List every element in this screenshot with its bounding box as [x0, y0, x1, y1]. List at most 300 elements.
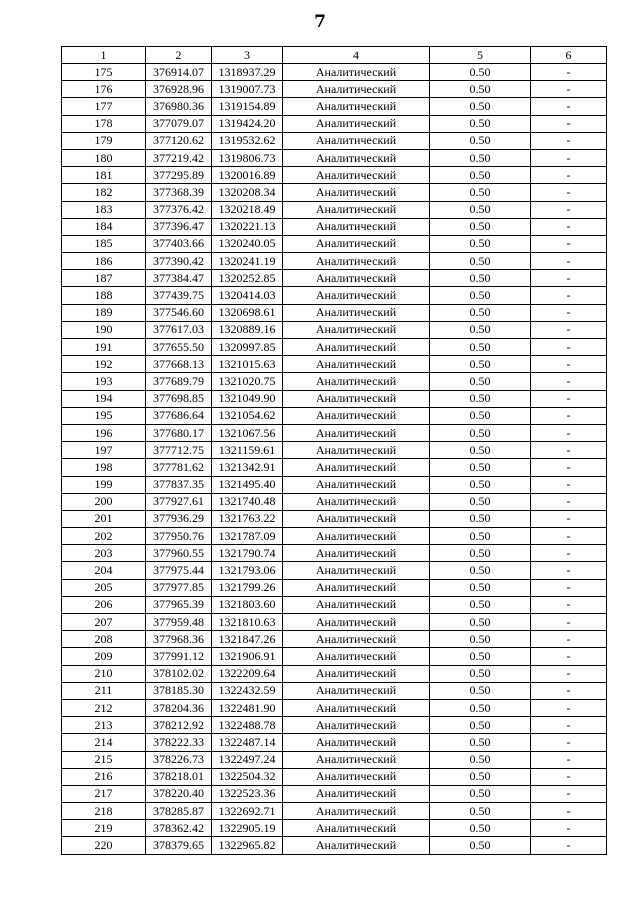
method-cell: Аналитический — [283, 287, 430, 304]
y-coordinate-cell: 1321067.56 — [212, 424, 283, 441]
column-header: 3 — [212, 47, 283, 64]
method-cell: Аналитический — [283, 132, 430, 149]
table-row — [62, 476, 607, 493]
table-row — [62, 493, 607, 510]
y-coordinate-cell: 1320221.13 — [212, 218, 283, 235]
y-coordinate-cell: 1321787.09 — [212, 528, 283, 545]
y-coordinate-cell: 1320016.89 — [212, 167, 283, 184]
method-cell: Аналитический — [283, 785, 430, 802]
y-coordinate-cell: 1322487.14 — [212, 734, 283, 751]
note-cell: - — [531, 390, 607, 407]
method-cell: Аналитический — [283, 98, 430, 115]
x-coordinate-cell: 377403.66 — [146, 235, 212, 252]
accuracy-cell: 0.50 — [430, 184, 531, 201]
table-row — [62, 149, 607, 166]
y-coordinate-cell: 1322481.90 — [212, 699, 283, 716]
method-cell: Аналитический — [283, 717, 430, 734]
table-row — [62, 820, 607, 837]
x-coordinate-cell: 377950.76 — [146, 528, 212, 545]
method-cell: Аналитический — [283, 373, 430, 390]
note-cell: - — [531, 820, 607, 837]
table-row — [62, 579, 607, 596]
y-coordinate-cell: 1320240.05 — [212, 235, 283, 252]
x-coordinate-cell: 377680.17 — [146, 424, 212, 441]
point-number-cell: 203 — [62, 545, 146, 562]
x-coordinate-cell: 378222.33 — [146, 734, 212, 751]
accuracy-cell: 0.50 — [430, 528, 531, 545]
y-coordinate-cell: 1321799.26 — [212, 579, 283, 596]
table-row — [62, 682, 607, 699]
accuracy-cell: 0.50 — [430, 390, 531, 407]
method-cell: Аналитический — [283, 579, 430, 596]
x-coordinate-cell: 377781.62 — [146, 459, 212, 476]
accuracy-cell: 0.50 — [430, 356, 531, 373]
accuracy-cell: 0.50 — [430, 768, 531, 785]
x-coordinate-cell: 376980.36 — [146, 98, 212, 115]
y-coordinate-cell: 1320218.49 — [212, 201, 283, 218]
accuracy-cell: 0.50 — [430, 115, 531, 132]
accuracy-cell: 0.50 — [430, 442, 531, 459]
method-cell: Аналитический — [283, 699, 430, 716]
method-cell: Аналитический — [283, 528, 430, 545]
note-cell: - — [531, 356, 607, 373]
x-coordinate-cell: 377390.42 — [146, 253, 212, 270]
method-cell: Аналитический — [283, 768, 430, 785]
method-cell: Аналитический — [283, 442, 430, 459]
table-row — [62, 648, 607, 665]
method-cell: Аналитический — [283, 682, 430, 699]
note-cell: - — [531, 235, 607, 252]
accuracy-cell: 0.50 — [430, 682, 531, 699]
note-cell: - — [531, 149, 607, 166]
note-cell: - — [531, 631, 607, 648]
note-cell: - — [531, 201, 607, 218]
x-coordinate-cell: 377977.85 — [146, 579, 212, 596]
point-number-cell: 214 — [62, 734, 146, 751]
note-cell: - — [531, 614, 607, 631]
note-cell: - — [531, 734, 607, 751]
y-coordinate-cell: 1322965.82 — [212, 837, 283, 854]
method-cell: Аналитический — [283, 751, 430, 768]
note-cell: - — [531, 64, 607, 81]
y-coordinate-cell: 1321803.60 — [212, 596, 283, 613]
accuracy-cell: 0.50 — [430, 510, 531, 527]
table-row — [62, 287, 607, 304]
method-cell: Аналитический — [283, 614, 430, 631]
column-header: 1 — [62, 47, 146, 64]
note-cell: - — [531, 717, 607, 734]
accuracy-cell: 0.50 — [430, 132, 531, 149]
point-number-cell: 183 — [62, 201, 146, 218]
note-cell: - — [531, 545, 607, 562]
method-cell: Аналитический — [283, 304, 430, 321]
y-coordinate-cell: 1320414.03 — [212, 287, 283, 304]
accuracy-cell: 0.50 — [430, 665, 531, 682]
y-coordinate-cell: 1320698.61 — [212, 304, 283, 321]
note-cell: - — [531, 751, 607, 768]
table-row — [62, 321, 607, 338]
accuracy-cell: 0.50 — [430, 304, 531, 321]
point-number-cell: 200 — [62, 493, 146, 510]
x-coordinate-cell: 378212.92 — [146, 717, 212, 734]
note-cell: - — [531, 407, 607, 424]
table-row — [62, 132, 607, 149]
point-number-cell: 201 — [62, 510, 146, 527]
accuracy-cell: 0.50 — [430, 734, 531, 751]
point-number-cell: 218 — [62, 803, 146, 820]
table-row — [62, 184, 607, 201]
x-coordinate-cell: 377837.35 — [146, 476, 212, 493]
table-row — [62, 390, 607, 407]
x-coordinate-cell: 376914.07 — [146, 64, 212, 81]
note-cell: - — [531, 115, 607, 132]
note-cell: - — [531, 596, 607, 613]
point-number-cell: 186 — [62, 253, 146, 270]
table-header-row — [62, 47, 607, 64]
point-number-cell: 188 — [62, 287, 146, 304]
accuracy-cell: 0.50 — [430, 837, 531, 854]
y-coordinate-cell: 1320208.34 — [212, 184, 283, 201]
y-coordinate-cell: 1319806.73 — [212, 149, 283, 166]
table-row — [62, 115, 607, 132]
note-cell: - — [531, 579, 607, 596]
note-cell: - — [531, 184, 607, 201]
accuracy-cell: 0.50 — [430, 631, 531, 648]
y-coordinate-cell: 1319424.20 — [212, 115, 283, 132]
table-row — [62, 459, 607, 476]
note-cell: - — [531, 253, 607, 270]
table-row — [62, 785, 607, 802]
table-row — [62, 665, 607, 682]
method-cell: Аналитический — [283, 837, 430, 854]
x-coordinate-cell: 378226.73 — [146, 751, 212, 768]
page-number: 7 — [314, 12, 326, 32]
point-number-cell: 178 — [62, 115, 146, 132]
accuracy-cell: 0.50 — [430, 81, 531, 98]
note-cell: - — [531, 98, 607, 115]
table-row — [62, 545, 607, 562]
x-coordinate-cell: 377295.89 — [146, 167, 212, 184]
x-coordinate-cell: 377219.42 — [146, 149, 212, 166]
x-coordinate-cell: 377927.61 — [146, 493, 212, 510]
y-coordinate-cell: 1321793.06 — [212, 562, 283, 579]
accuracy-cell: 0.50 — [430, 493, 531, 510]
accuracy-cell: 0.50 — [430, 717, 531, 734]
table-row — [62, 596, 607, 613]
table-row — [62, 407, 607, 424]
point-number-cell: 184 — [62, 218, 146, 235]
point-number-cell: 207 — [62, 614, 146, 631]
method-cell: Аналитический — [283, 149, 430, 166]
x-coordinate-cell: 377712.75 — [146, 442, 212, 459]
y-coordinate-cell: 1321159.61 — [212, 442, 283, 459]
table-row — [62, 270, 607, 287]
point-number-cell: 211 — [62, 682, 146, 699]
accuracy-cell: 0.50 — [430, 218, 531, 235]
y-coordinate-cell: 1321342.91 — [212, 459, 283, 476]
point-number-cell: 187 — [62, 270, 146, 287]
table-row — [62, 218, 607, 235]
point-number-cell: 208 — [62, 631, 146, 648]
note-cell: - — [531, 528, 607, 545]
x-coordinate-cell: 378285.87 — [146, 803, 212, 820]
accuracy-cell: 0.50 — [430, 64, 531, 81]
point-number-cell: 197 — [62, 442, 146, 459]
method-cell: Аналитический — [283, 734, 430, 751]
method-cell: Аналитический — [283, 562, 430, 579]
table-row — [62, 98, 607, 115]
table-row — [62, 373, 607, 390]
note-cell: - — [531, 167, 607, 184]
accuracy-cell: 0.50 — [430, 596, 531, 613]
note-cell: - — [531, 218, 607, 235]
accuracy-cell: 0.50 — [430, 424, 531, 441]
x-coordinate-cell: 377991.12 — [146, 648, 212, 665]
y-coordinate-cell: 1321049.90 — [212, 390, 283, 407]
x-coordinate-cell: 378362.42 — [146, 820, 212, 837]
note-cell: - — [531, 81, 607, 98]
point-number-cell: 206 — [62, 596, 146, 613]
y-coordinate-cell: 1322504.32 — [212, 768, 283, 785]
accuracy-cell: 0.50 — [430, 648, 531, 665]
point-number-cell: 199 — [62, 476, 146, 493]
accuracy-cell: 0.50 — [430, 545, 531, 562]
y-coordinate-cell: 1322432.59 — [212, 682, 283, 699]
point-number-cell: 202 — [62, 528, 146, 545]
table-row — [62, 528, 607, 545]
point-number-cell: 209 — [62, 648, 146, 665]
accuracy-cell: 0.50 — [430, 699, 531, 716]
method-cell: Аналитический — [283, 81, 430, 98]
note-cell: - — [531, 459, 607, 476]
point-number-cell: 217 — [62, 785, 146, 802]
method-cell: Аналитический — [283, 390, 430, 407]
method-cell: Аналитический — [283, 510, 430, 527]
method-cell: Аналитический — [283, 339, 430, 356]
method-cell: Аналитический — [283, 235, 430, 252]
method-cell: Аналитический — [283, 631, 430, 648]
y-coordinate-cell: 1320241.19 — [212, 253, 283, 270]
x-coordinate-cell: 377968.36 — [146, 631, 212, 648]
note-cell: - — [531, 768, 607, 785]
method-cell: Аналитический — [283, 321, 430, 338]
point-number-cell: 216 — [62, 768, 146, 785]
x-coordinate-cell: 377936.29 — [146, 510, 212, 527]
x-coordinate-cell: 377965.39 — [146, 596, 212, 613]
accuracy-cell: 0.50 — [430, 201, 531, 218]
y-coordinate-cell: 1322497.24 — [212, 751, 283, 768]
table-row — [62, 510, 607, 527]
method-cell: Аналитический — [283, 820, 430, 837]
method-cell: Аналитический — [283, 424, 430, 441]
method-cell: Аналитический — [283, 64, 430, 81]
table-row — [62, 167, 607, 184]
method-cell: Аналитический — [283, 665, 430, 682]
table-row — [62, 235, 607, 252]
column-header: 4 — [283, 47, 430, 64]
method-cell: Аналитический — [283, 115, 430, 132]
point-number-cell: 189 — [62, 304, 146, 321]
note-cell: - — [531, 665, 607, 682]
note-cell: - — [531, 682, 607, 699]
y-coordinate-cell: 1322905.19 — [212, 820, 283, 837]
table-row — [62, 201, 607, 218]
y-coordinate-cell: 1321847.26 — [212, 631, 283, 648]
y-coordinate-cell: 1321054.62 — [212, 407, 283, 424]
point-number-cell: 195 — [62, 407, 146, 424]
accuracy-cell: 0.50 — [430, 167, 531, 184]
table-row — [62, 717, 607, 734]
method-cell: Аналитический — [283, 648, 430, 665]
y-coordinate-cell: 1321763.22 — [212, 510, 283, 527]
x-coordinate-cell: 377368.39 — [146, 184, 212, 201]
point-number-cell: 185 — [62, 235, 146, 252]
note-cell: - — [531, 424, 607, 441]
table-row — [62, 631, 607, 648]
x-coordinate-cell: 378379.65 — [146, 837, 212, 854]
y-coordinate-cell: 1321495.40 — [212, 476, 283, 493]
column-header: 2 — [146, 47, 212, 64]
point-number-cell: 198 — [62, 459, 146, 476]
note-cell: - — [531, 648, 607, 665]
accuracy-cell: 0.50 — [430, 614, 531, 631]
note-cell: - — [531, 339, 607, 356]
x-coordinate-cell: 377686.64 — [146, 407, 212, 424]
note-cell: - — [531, 476, 607, 493]
point-number-cell: 213 — [62, 717, 146, 734]
note-cell: - — [531, 304, 607, 321]
y-coordinate-cell: 1322523.36 — [212, 785, 283, 802]
point-number-cell: 180 — [62, 149, 146, 166]
y-coordinate-cell: 1319532.62 — [212, 132, 283, 149]
accuracy-cell: 0.50 — [430, 751, 531, 768]
point-number-cell: 196 — [62, 424, 146, 441]
point-number-cell: 176 — [62, 81, 146, 98]
accuracy-cell: 0.50 — [430, 820, 531, 837]
accuracy-cell: 0.50 — [430, 803, 531, 820]
coordinates-table — [61, 46, 607, 855]
accuracy-cell: 0.50 — [430, 149, 531, 166]
accuracy-cell: 0.50 — [430, 287, 531, 304]
x-coordinate-cell: 377617.03 — [146, 321, 212, 338]
x-coordinate-cell: 377655.50 — [146, 339, 212, 356]
x-coordinate-cell: 378185.30 — [146, 682, 212, 699]
y-coordinate-cell: 1320889.16 — [212, 321, 283, 338]
accuracy-cell: 0.50 — [430, 785, 531, 802]
method-cell: Аналитический — [283, 218, 430, 235]
note-cell: - — [531, 321, 607, 338]
point-number-cell: 179 — [62, 132, 146, 149]
note-cell: - — [531, 785, 607, 802]
x-coordinate-cell: 377960.55 — [146, 545, 212, 562]
method-cell: Аналитический — [283, 356, 430, 373]
method-cell: Аналитический — [283, 803, 430, 820]
table-body — [62, 47, 607, 855]
note-cell: - — [531, 132, 607, 149]
table-row — [62, 81, 607, 98]
x-coordinate-cell: 377975.44 — [146, 562, 212, 579]
point-number-cell: 175 — [62, 64, 146, 81]
table-row — [62, 803, 607, 820]
accuracy-cell: 0.50 — [430, 562, 531, 579]
x-coordinate-cell: 377376.42 — [146, 201, 212, 218]
y-coordinate-cell: 1320997.85 — [212, 339, 283, 356]
x-coordinate-cell: 377396.47 — [146, 218, 212, 235]
y-coordinate-cell: 1321810.63 — [212, 614, 283, 631]
accuracy-cell: 0.50 — [430, 459, 531, 476]
accuracy-cell: 0.50 — [430, 321, 531, 338]
y-coordinate-cell: 1322209.64 — [212, 665, 283, 682]
accuracy-cell: 0.50 — [430, 373, 531, 390]
y-coordinate-cell: 1321790.74 — [212, 545, 283, 562]
point-number-cell: 194 — [62, 390, 146, 407]
table-row — [62, 734, 607, 751]
column-header: 6 — [531, 47, 607, 64]
method-cell: Аналитический — [283, 493, 430, 510]
x-coordinate-cell: 377120.62 — [146, 132, 212, 149]
column-header: 5 — [430, 47, 531, 64]
accuracy-cell: 0.50 — [430, 253, 531, 270]
note-cell: - — [531, 510, 607, 527]
point-number-cell: 204 — [62, 562, 146, 579]
accuracy-cell: 0.50 — [430, 235, 531, 252]
accuracy-cell: 0.50 — [430, 579, 531, 596]
y-coordinate-cell: 1322488.78 — [212, 717, 283, 734]
table-row — [62, 253, 607, 270]
note-cell: - — [531, 373, 607, 390]
accuracy-cell: 0.50 — [430, 98, 531, 115]
method-cell: Аналитический — [283, 545, 430, 562]
y-coordinate-cell: 1319007.73 — [212, 81, 283, 98]
x-coordinate-cell: 377439.75 — [146, 287, 212, 304]
y-coordinate-cell: 1319154.89 — [212, 98, 283, 115]
x-coordinate-cell: 378102.02 — [146, 665, 212, 682]
point-number-cell: 181 — [62, 167, 146, 184]
point-number-cell: 205 — [62, 579, 146, 596]
note-cell: - — [531, 493, 607, 510]
note-cell: - — [531, 837, 607, 854]
table-row — [62, 768, 607, 785]
method-cell: Аналитический — [283, 201, 430, 218]
point-number-cell: 190 — [62, 321, 146, 338]
note-cell: - — [531, 442, 607, 459]
x-coordinate-cell: 378204.36 — [146, 699, 212, 716]
note-cell: - — [531, 803, 607, 820]
x-coordinate-cell: 377546.60 — [146, 304, 212, 321]
table-row — [62, 442, 607, 459]
table-row — [62, 614, 607, 631]
x-coordinate-cell: 378220.40 — [146, 785, 212, 802]
accuracy-cell: 0.50 — [430, 339, 531, 356]
point-number-cell: 220 — [62, 837, 146, 854]
x-coordinate-cell: 377384.47 — [146, 270, 212, 287]
y-coordinate-cell: 1321906.91 — [212, 648, 283, 665]
accuracy-cell: 0.50 — [430, 476, 531, 493]
method-cell: Аналитический — [283, 184, 430, 201]
point-number-cell: 210 — [62, 665, 146, 682]
y-coordinate-cell: 1321740.48 — [212, 493, 283, 510]
y-coordinate-cell: 1320252.85 — [212, 270, 283, 287]
method-cell: Аналитический — [283, 596, 430, 613]
y-coordinate-cell: 1321020.75 — [212, 373, 283, 390]
note-cell: - — [531, 287, 607, 304]
table-row — [62, 339, 607, 356]
accuracy-cell: 0.50 — [430, 407, 531, 424]
point-number-cell: 177 — [62, 98, 146, 115]
table-row — [62, 64, 607, 81]
x-coordinate-cell: 376928.96 — [146, 81, 212, 98]
note-cell: - — [531, 270, 607, 287]
